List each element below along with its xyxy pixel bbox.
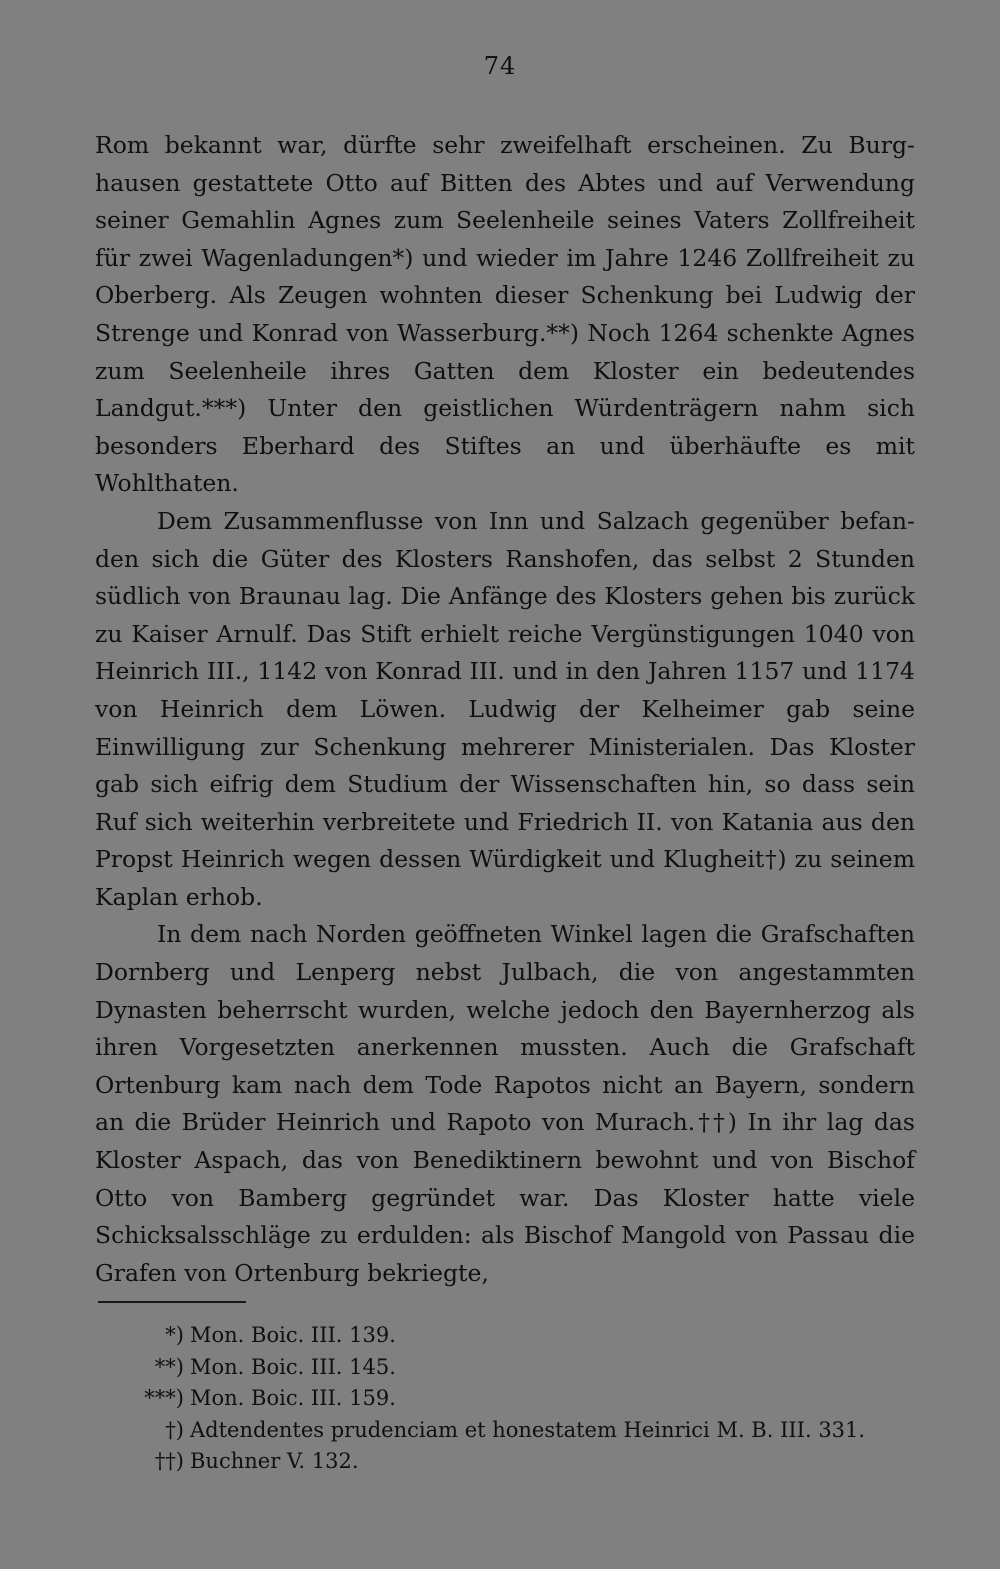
footnote-mark: ††) bbox=[154, 1449, 184, 1473]
footnote-mark: †) bbox=[165, 1417, 184, 1442]
footnotes bbox=[98, 1320, 920, 1478]
body-text bbox=[95, 127, 915, 1292]
footnote-text: Mon. Boic. III. 159. bbox=[190, 1386, 396, 1410]
footnote-divider bbox=[98, 1301, 246, 1303]
footnote-mark: *) bbox=[165, 1323, 184, 1347]
footnote bbox=[98, 1320, 920, 1352]
footnote-mark: ***) bbox=[144, 1386, 184, 1410]
paragraph: In dem nach Norden geöffneten Winkel lagen die Grafschaften Dornberg und Lenperg nebst Julbach, die von angestammten Dynasten beherrscht wurden, welche jedoch den Bayernherzog als ihren Vorgesetzten anerkennen mussten. Auch die Grafschaft Ortenburg kam nach dem Tode Rapotos nicht an Bayern, sondern an die Brüder Heinrich und Rapoto von Murach.††) In ihr lag das Kloster Aspach, das von Benediktinern bewohnt und von Bischof Otto von Bamberg gegründet war. Das Kloster hatte viele Schicksalsschläge zu erdulden: als Bischof Mangold von Passau die Grafen von Ortenburg bekriegte, bbox=[95, 920, 915, 1287]
footnote-mark: **) bbox=[154, 1354, 184, 1379]
footnote bbox=[98, 1415, 920, 1447]
footnote-text: Mon. Boic. III. 139. bbox=[190, 1323, 396, 1347]
footnote-text: Mon. Boic. III. 145. bbox=[190, 1354, 396, 1379]
paragraph: Rom bekannt war, dürfte sehr zweifelhaft erscheinen. Zu Burghausen gestattete Otto auf Bitten des Abtes und auf Verwendung seiner Gemahlin Agnes zum Seelenheile seines Vaters Zollfreiheit für zwei Wagenladungen*) und wieder im Jahre 1246 Zollfreiheit zu Oberberg. Als Zeugen wohnten dieser Schenkung bei Ludwig der Strenge und Konrad von Wasserburg.**) Noch 1264 schenkte Agnes zum Seelenheile ihres Gatten dem Kloster ein bedeutendes Landgut.***) Unter den geistlichen Würdenträgern nahm sich besonders Eberhard des Stiftes an und überhäufte es mit Wohlthaten. bbox=[95, 131, 915, 498]
footnote bbox=[98, 1383, 920, 1415]
paragraph: Dem Zusammenflusse von Inn und Salzach gegenüber befanden sich die Güter des Klosters Ranshofen, das selbst 2 Stunden südlich von Braunau lag. Die Anfänge des Klosters gehen bis zurück zu Kaiser Arnulf. Das Stift erhielt reiche Vergünstigungen 1040 von Heinrich III., 1142 von Konrad III. und in den Jahren 1157 und 1174 von Heinrich dem Löwen. Ludwig der Kelheimer gab seine Einwilligung zur Schenkung mehrerer Ministerialen. Das Kloster gab sich eifrig dem Studium der Wissenschaften hin, so dass sein Ruf sich weiterhin verbreitete und Friedrich II. von Katania aus den Propst Heinrich wegen dessen Würdigkeit und Klugheit†) zu seinem Kaplan erhob. bbox=[95, 506, 915, 911]
footnote bbox=[98, 1352, 920, 1384]
footnote-text: Buchner V. 132. bbox=[190, 1449, 359, 1473]
footnote bbox=[98, 1446, 920, 1478]
footnote-text: Adtendentes prudenciam et honestatem Heinrici M. B. III. 331. bbox=[190, 1417, 866, 1442]
page-number: 74 bbox=[483, 52, 517, 80]
